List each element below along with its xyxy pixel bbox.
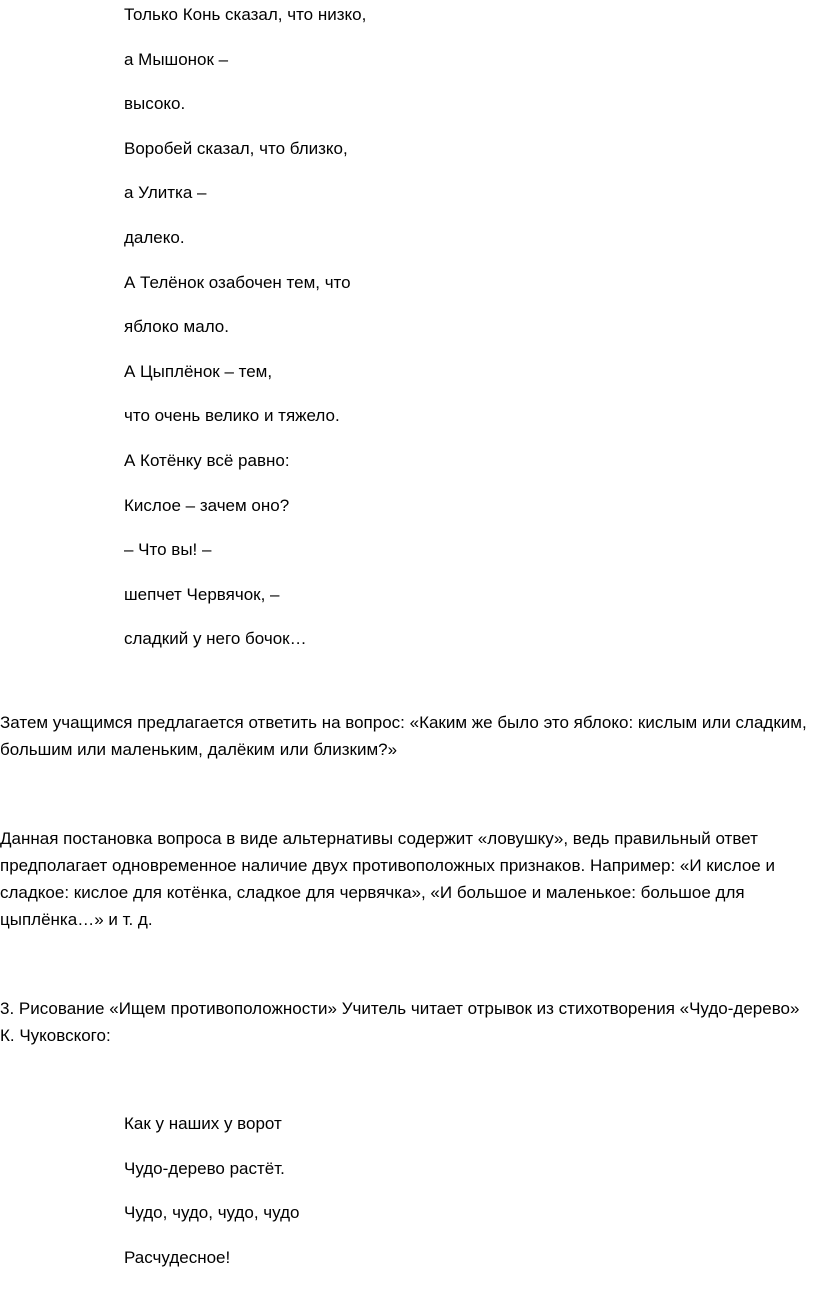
exercise-paragraph: 3. Рисование «Ищем противоположности» Учитель читает отрывок из стихотворения «Чудо-дерево» К. Чуковского: [0,999,800,1045]
poem-line: Расчудесное! [124,1247,231,1267]
poem-excerpt-apple [124,3,366,672]
poem-line: Чудо-дерево растёт. [124,1158,285,1178]
poem-line: А Цыплёнок – тем, [124,361,273,381]
poem-line: А Телёнок озабочен тем, что [124,272,351,292]
poem-line: – Что вы! – [124,540,212,560]
poem-line: высоко. [124,94,186,114]
poem-line: Как у наших у ворот [124,1114,282,1133]
poem-line: Чудо, чудо, чудо, чудо [124,1203,300,1223]
explanation-paragraph: Данная постановка вопроса в виде альтернативы содержит «ловушку», ведь правильный ответ предполагает одновременное наличие двух противоположных признаков. Например: «И кислое и сладкое: кислое для котёнка, сладкое для червячка», «И большое и маленькое: большое для цыплёнка…» и т. д. [0,829,775,929]
poem-line: Кислое – зачем оно? [124,495,290,515]
poem-line: а Улитка – [124,183,207,203]
poem-line: Только Конь сказал, что низко, [124,5,367,24]
poem-line: сладкий у него бочок… [124,629,307,649]
poem-line: а Мышонок – [124,49,229,69]
poem-line: что очень велико и тяжело. [124,406,340,426]
poem-line: Воробей сказал, что близко, [124,138,348,158]
poem-line: далеко. [124,227,185,247]
poem-line: шепчет Червячок, – [124,584,280,604]
poem-line: яблоко мало. [124,317,229,337]
question-paragraph: Затем учащимся предлагается ответить на вопрос: «Каким же было это яблоко: кислым или сладким, большим или маленьким, далёким или близким?» [0,713,807,759]
poem-excerpt-chudo-derevo [124,1112,299,1290]
poem-line: А Котёнку всё равно: [124,450,290,470]
